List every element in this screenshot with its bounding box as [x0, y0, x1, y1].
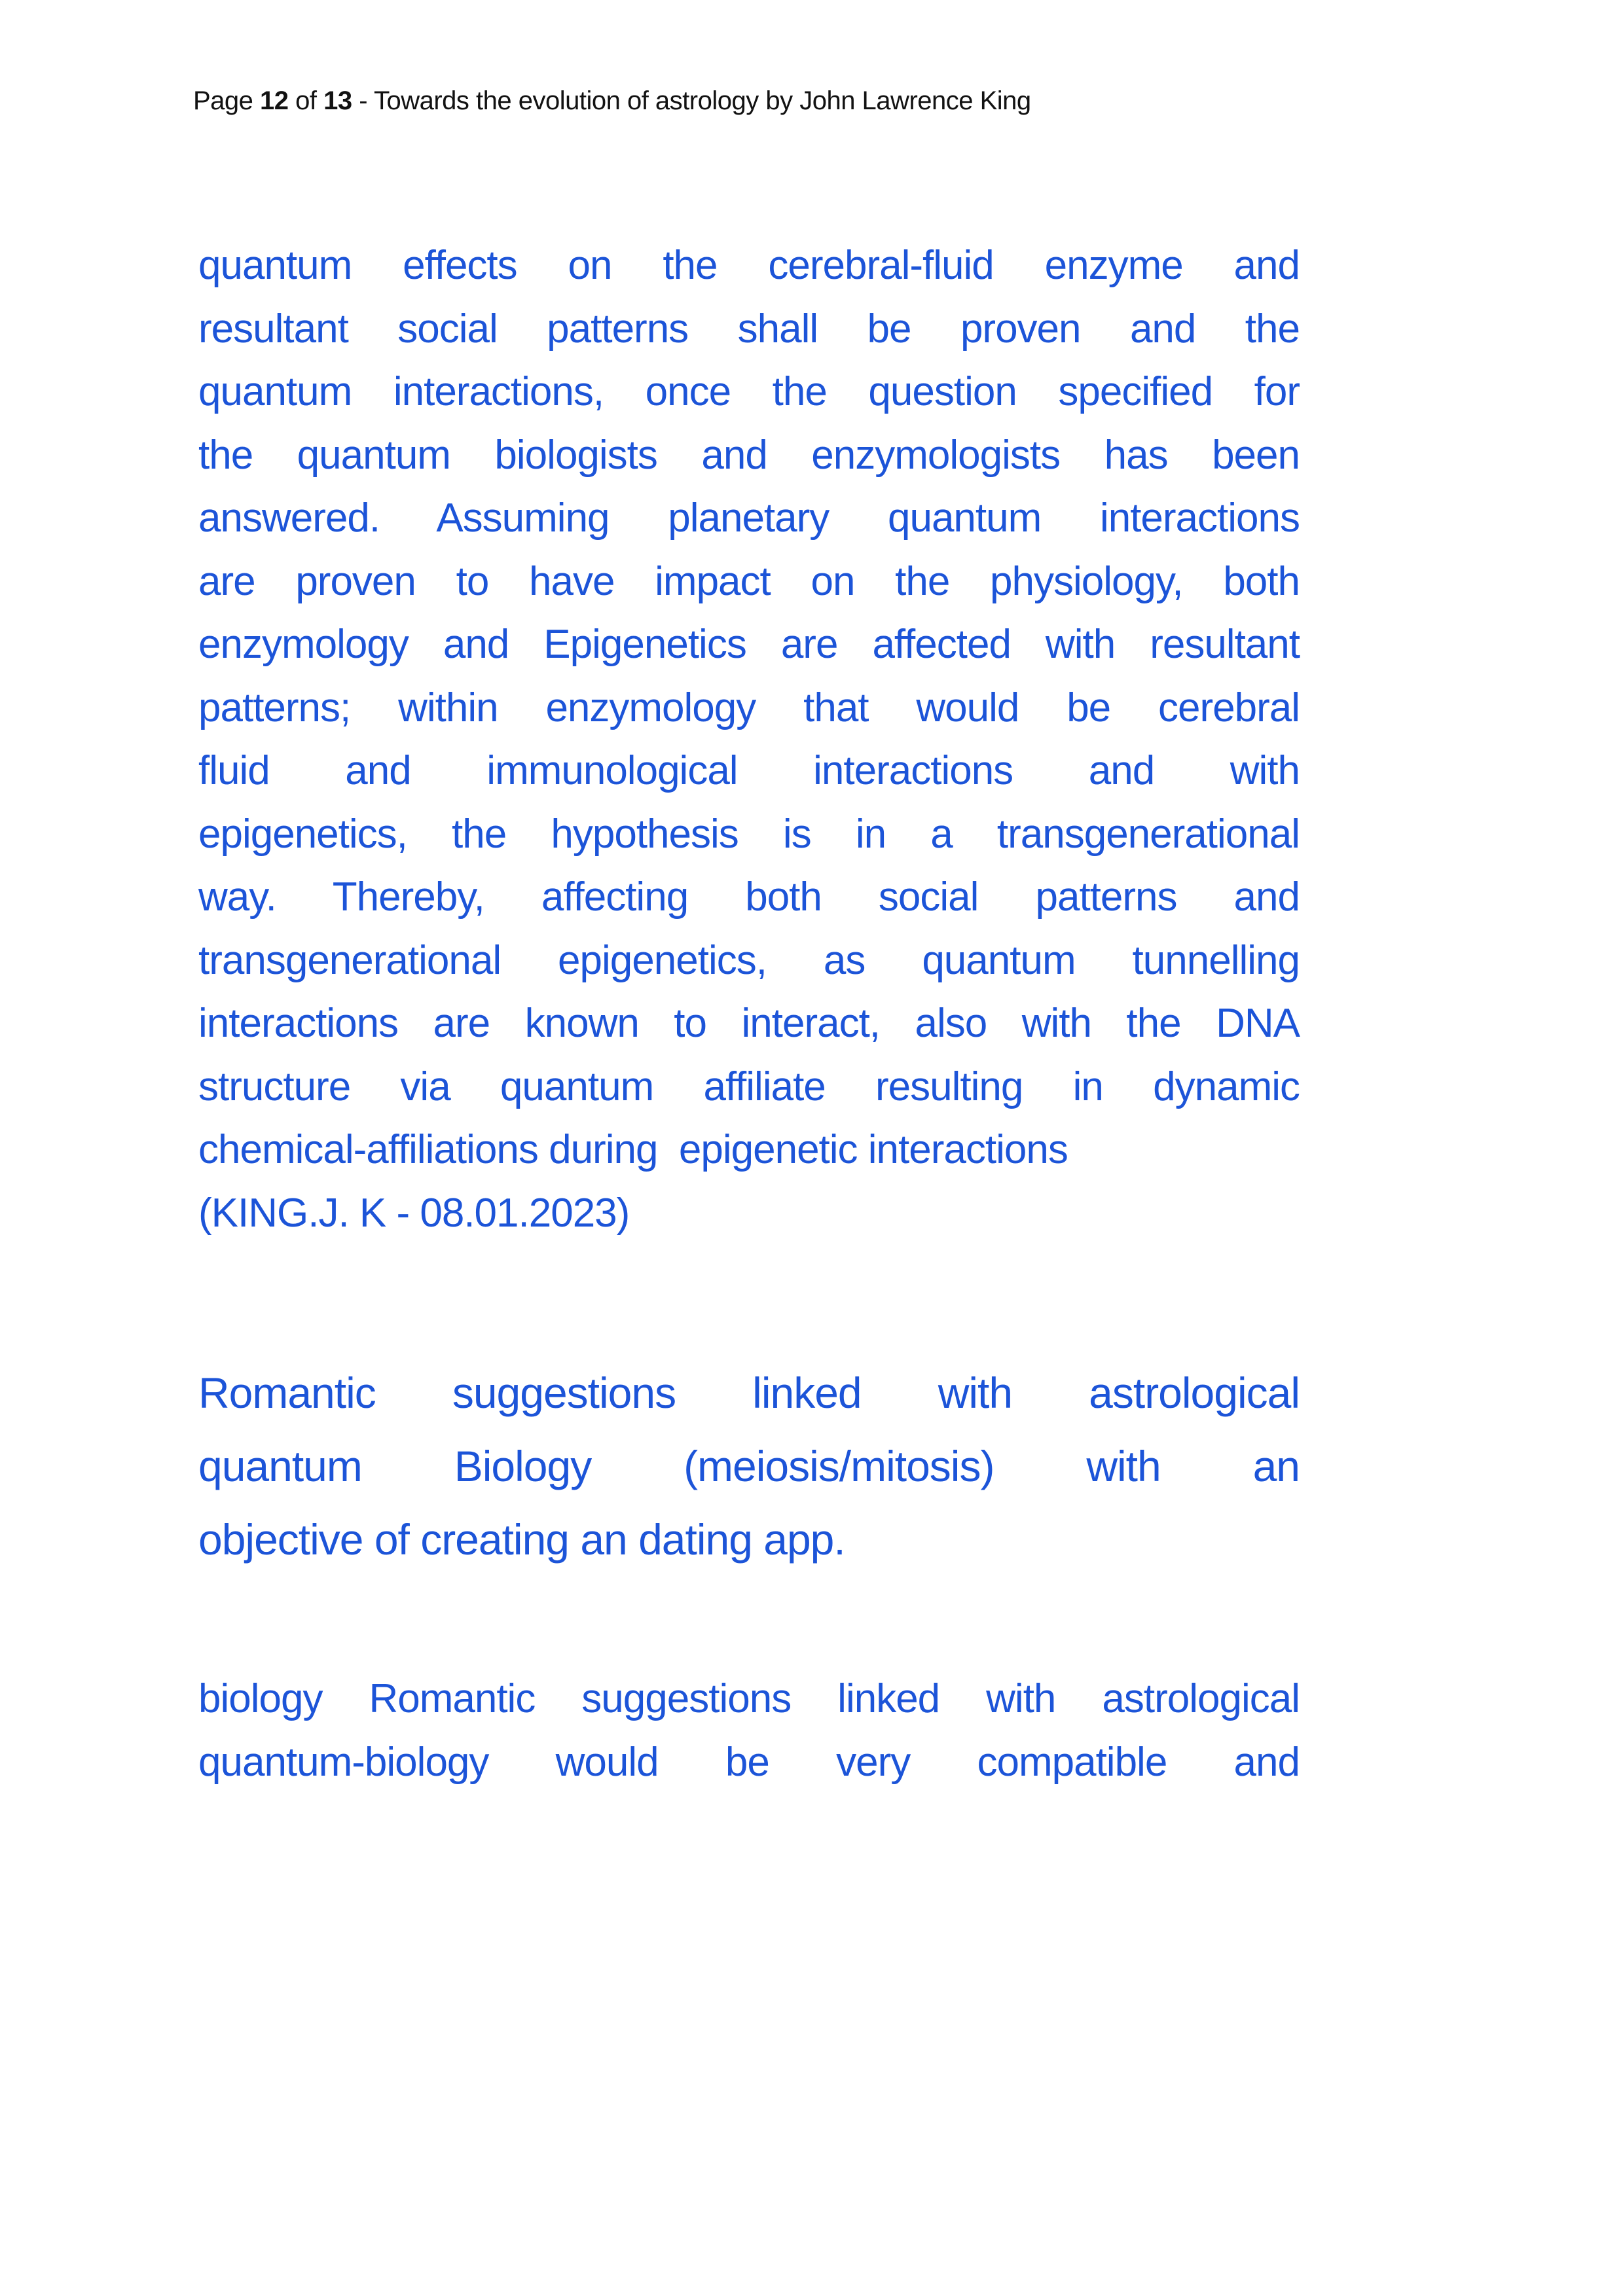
- body-text-line: answered. Assuming planetary quantum interactions: [198, 495, 1300, 541]
- body-text-line: way. Thereby, affecting both social patterns and: [198, 874, 1300, 920]
- page-header: [193, 85, 1031, 117]
- heading-line: objective of creating an dating app.: [198, 1515, 845, 1564]
- body-text-line: the quantum biologists and enzymologists has been: [198, 432, 1300, 478]
- body-text-line: interactions are known to interact, also with the DNA: [198, 1001, 1300, 1046]
- header-of-word: of: [288, 86, 324, 115]
- citation-line: (KING.J. K - 08.01.2023): [198, 1190, 630, 1236]
- body-text-line: epigenetics, the hypothesis is in a transgenerational: [198, 811, 1300, 857]
- body-text-line: are proven to have impact on the physiology, both: [198, 558, 1300, 604]
- body-text-line: quantum-biology would be very compatible and: [198, 1739, 1300, 1785]
- heading-line: Romantic suggestions linked with astrological: [198, 1369, 1300, 1417]
- body-text-line: chemical-affiliations during epigenetic interactions: [198, 1127, 1068, 1172]
- heading-line: quantum Biology (meiosis/mitosis) with an: [198, 1442, 1300, 1490]
- body-paragraph-1: [198, 234, 1300, 1245]
- body-text-line: transgenerational epigenetics, as quantum tunnelling: [198, 937, 1300, 983]
- body-text-line: structure via quantum affiliate resulting in dynamic: [198, 1064, 1300, 1109]
- header-document-title: - Towards the evolution of astrology by John Lawrence King: [352, 86, 1031, 115]
- body-text-line: fluid and immunological interactions and with: [198, 748, 1300, 793]
- header-page-total: 13: [323, 86, 352, 115]
- body-text-line: quantum interactions, once the question specified for: [198, 369, 1300, 414]
- section-heading: [198, 1356, 1300, 1576]
- body-text-line: patterns; within enzymology that would be cerebral: [198, 685, 1300, 730]
- header-page-word: Page: [193, 86, 261, 115]
- body-paragraph-2: [198, 1668, 1300, 1794]
- body-text-line: biology Romantic suggestions linked with astrological: [198, 1676, 1300, 1721]
- body-text-line: quantum effects on the cerebral-fluid enzyme and: [198, 243, 1300, 288]
- body-text-line: resultant social patterns shall be proven and the: [198, 306, 1300, 351]
- body-text-line: enzymology and Epigenetics are affected with resultant: [198, 622, 1300, 667]
- header-page-number: 12: [260, 86, 289, 115]
